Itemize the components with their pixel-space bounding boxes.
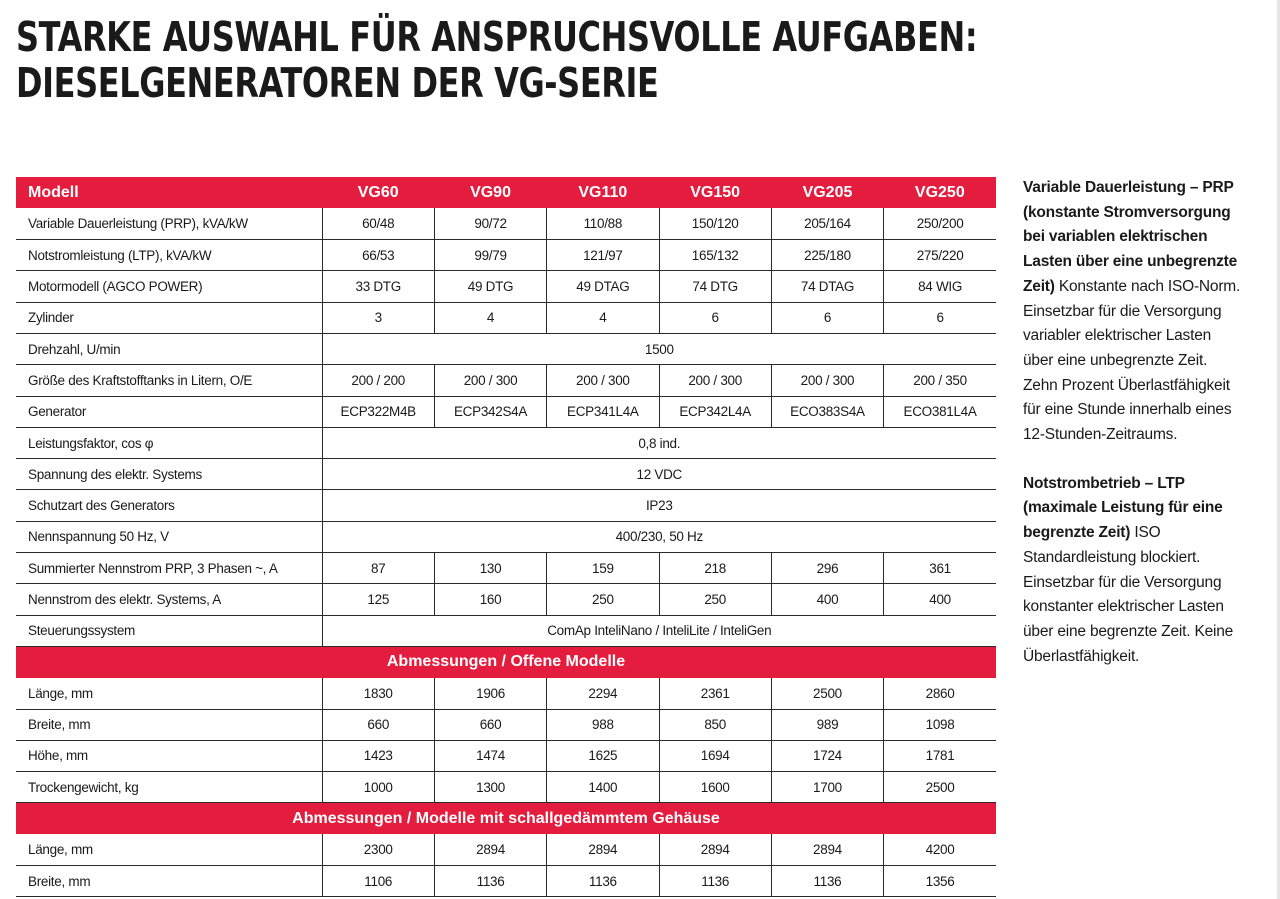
- row-value: 125: [322, 584, 434, 615]
- table-row: [16, 834, 996, 865]
- row-value: 2894: [547, 834, 659, 865]
- table-row: [16, 271, 996, 302]
- row-value: 4: [547, 302, 659, 333]
- row-label: Spannung des elektr. Systems: [16, 459, 322, 490]
- row-value: 2894: [659, 834, 771, 865]
- row-value: 1106: [322, 866, 434, 897]
- page-title-line-1: STARKE AUSWAHL FÜR ANSPRUCHSVOLLE AUFGABEN:: [16, 13, 978, 61]
- row-value: 1300: [434, 772, 546, 803]
- row-value: 160: [434, 584, 546, 615]
- row-value: 2894: [434, 834, 546, 865]
- row-value: 1830: [322, 678, 434, 709]
- row-value: 1136: [659, 866, 771, 897]
- header-model-label: Modell: [16, 177, 322, 208]
- row-value: 850: [659, 709, 771, 740]
- row-value: 1136: [771, 866, 883, 897]
- prp-heading: Variable Dauerleistung – PRP (konstante Stromversorgung bei variablen elektrischen Lasten über eine unbegrenzte Zeit): [1023, 179, 1238, 295]
- row-value: 1098: [884, 709, 996, 740]
- table-row: [16, 866, 996, 897]
- row-value: 1600: [659, 772, 771, 803]
- row-label: Generator: [16, 396, 322, 427]
- row-value: 200 / 350: [884, 365, 996, 396]
- row-value: 200 / 300: [659, 365, 771, 396]
- row-value: 60/48: [322, 208, 434, 239]
- row-label: Motormodell (AGCO POWER): [16, 271, 322, 302]
- row-label: Nennspannung 50 Hz, V: [16, 521, 322, 552]
- section-open-models: [16, 646, 996, 677]
- row-value: ECO381L4A: [884, 396, 996, 427]
- row-value: 2300: [322, 834, 434, 865]
- table-row: [16, 459, 996, 490]
- row-value-shared: 400/230, 50 Hz: [322, 521, 996, 552]
- row-value: 33 DTG: [322, 271, 434, 302]
- row-value: 989: [771, 709, 883, 740]
- rating-definitions: [1023, 176, 1243, 693]
- table-row: [16, 740, 996, 771]
- table-row: [16, 333, 996, 364]
- row-value: 84 WIG: [884, 271, 996, 302]
- row-value: ECP341L4A: [547, 396, 659, 427]
- row-label: Zylinder: [16, 302, 322, 333]
- row-value: 6: [884, 302, 996, 333]
- row-value: 2500: [771, 678, 883, 709]
- table-row: [16, 772, 996, 803]
- row-value: 400: [771, 584, 883, 615]
- row-value: 200 / 300: [771, 365, 883, 396]
- page-title-line-2: DIESELGENERATOREN DER VG-SERIE: [16, 59, 659, 107]
- row-value: 988: [547, 709, 659, 740]
- row-value: 2894: [771, 834, 883, 865]
- row-value: 200 / 300: [547, 365, 659, 396]
- row-value: 110/88: [547, 208, 659, 239]
- header-model: VG110: [547, 177, 659, 208]
- row-value: 159: [547, 553, 659, 584]
- row-value: ECO383S4A: [771, 396, 883, 427]
- row-value: 99/79: [434, 240, 546, 271]
- row-value-shared: 1500: [322, 333, 996, 364]
- table-row: [16, 396, 996, 427]
- row-value: 1724: [771, 740, 883, 771]
- prp-text: Konstante nach ISO-Norm. Einsetzbar für die Versorgung variabler elektrischer Lasten über eine unbegrenzte Zeit. Zehn Prozent Überlastfähigkeit für eine Stunde innerhalb eines 12-Stunden-Zeitraums.: [1023, 277, 1241, 444]
- row-value: 121/97: [547, 240, 659, 271]
- row-value: 1136: [547, 866, 659, 897]
- table-row: [16, 365, 996, 396]
- row-value: 1625: [547, 740, 659, 771]
- row-value: ECP342S4A: [434, 396, 546, 427]
- row-value: 400: [884, 584, 996, 615]
- row-value-shared: ComAp InteliNano / InteliLite / InteliGen: [322, 615, 996, 646]
- row-label: Höhe, mm: [16, 740, 322, 771]
- row-value: 1781: [884, 740, 996, 771]
- prp-definition: [1023, 176, 1243, 448]
- page-title: [16, 14, 977, 106]
- header-model: VG250: [884, 177, 996, 208]
- row-value: 275/220: [884, 240, 996, 271]
- row-value: 6: [771, 302, 883, 333]
- row-label: Trockengewicht, kg: [16, 772, 322, 803]
- row-label: Steuerungssystem: [16, 615, 322, 646]
- row-value: 361: [884, 553, 996, 584]
- row-value: 2294: [547, 678, 659, 709]
- ltp-text: ISO Standardleistung blockiert. Einsetzbar für die Versorgung konstanter elektrischer Lasten über eine begrenzte Zeit. Keine Überlastfähigkeit.: [1023, 524, 1234, 665]
- row-value: 205/164: [771, 208, 883, 239]
- table-row: [16, 490, 996, 521]
- table-row: [16, 240, 996, 271]
- row-value: 218: [659, 553, 771, 584]
- row-value: 2361: [659, 678, 771, 709]
- table-row: [16, 709, 996, 740]
- row-value: 1700: [771, 772, 883, 803]
- row-value: 250: [659, 584, 771, 615]
- section-open-models-title: Abmessungen / Offene Modelle: [16, 646, 996, 677]
- row-value: 1474: [434, 740, 546, 771]
- table-row: [16, 302, 996, 333]
- row-value: 3: [322, 302, 434, 333]
- row-value: 660: [322, 709, 434, 740]
- row-value: 1694: [659, 740, 771, 771]
- header-model: VG205: [771, 177, 883, 208]
- row-value: ECP322M4B: [322, 396, 434, 427]
- row-value: 200 / 300: [434, 365, 546, 396]
- row-value: 87: [322, 553, 434, 584]
- row-value: 90/72: [434, 208, 546, 239]
- row-label: Summierter Nennstrom PRP, 3 Phasen ~, A: [16, 553, 322, 584]
- row-label: Größe des Kraftstofftanks in Litern, O/E: [16, 365, 322, 396]
- section-silent-models: [16, 803, 996, 834]
- row-value: 130: [434, 553, 546, 584]
- row-value: 1423: [322, 740, 434, 771]
- row-label: Leistungsfaktor, cos φ: [16, 427, 322, 458]
- header-model: VG90: [434, 177, 546, 208]
- row-value: 49 DTAG: [547, 271, 659, 302]
- table-row: [16, 208, 996, 239]
- row-value-shared: 0,8 ind.: [322, 427, 996, 458]
- row-label: Drehzahl, U/min: [16, 333, 322, 364]
- row-value: 66/53: [322, 240, 434, 271]
- table-row: [16, 521, 996, 552]
- row-value-shared: 12 VDC: [322, 459, 996, 490]
- row-value: 49 DTG: [434, 271, 546, 302]
- table-row: [16, 678, 996, 709]
- row-label: Notstromleistung (LTP), kVA/kW: [16, 240, 322, 271]
- ltp-definition: [1023, 472, 1243, 670]
- row-label: Breite, mm: [16, 866, 322, 897]
- table-row: [16, 584, 996, 615]
- table-row: [16, 615, 996, 646]
- row-value: 1906: [434, 678, 546, 709]
- row-label: Variable Dauerleistung (PRP), kVA/kW: [16, 208, 322, 239]
- row-value: 4: [434, 302, 546, 333]
- row-value: 1400: [547, 772, 659, 803]
- row-value: 250: [547, 584, 659, 615]
- row-value: 1136: [434, 866, 546, 897]
- row-value: 6: [659, 302, 771, 333]
- table-header-row: [16, 177, 996, 208]
- ltp-heading: Notstrombetrieb – LTP (maximale Leistung für eine begrenzte Zeit): [1023, 474, 1223, 542]
- header-model: VG150: [659, 177, 771, 208]
- row-value: 74 DTAG: [771, 271, 883, 302]
- row-value-shared: IP23: [322, 490, 996, 521]
- row-value: 225/180: [771, 240, 883, 271]
- row-label: Schutzart des Generators: [16, 490, 322, 521]
- table-row: [16, 553, 996, 584]
- section-silent-models-title: Abmessungen / Modelle mit schallgedämmtem Gehäuse: [16, 803, 996, 834]
- row-label: Länge, mm: [16, 834, 322, 865]
- spec-table: [16, 177, 996, 897]
- table-body: [16, 208, 996, 897]
- row-label: Länge, mm: [16, 678, 322, 709]
- row-value: 2500: [884, 772, 996, 803]
- row-value: 660: [434, 709, 546, 740]
- row-value: 2860: [884, 678, 996, 709]
- row-label: Breite, mm: [16, 709, 322, 740]
- row-value: ECP342L4A: [659, 396, 771, 427]
- row-value: 1000: [322, 772, 434, 803]
- row-value: 4200: [884, 834, 996, 865]
- table-row: [16, 427, 996, 458]
- row-label: Nennstrom des elektr. Systems, A: [16, 584, 322, 615]
- row-value: 165/132: [659, 240, 771, 271]
- row-value: 296: [771, 553, 883, 584]
- row-value: 74 DTG: [659, 271, 771, 302]
- header-model: VG60: [322, 177, 434, 208]
- row-value: 250/200: [884, 208, 996, 239]
- row-value: 200 / 200: [322, 365, 434, 396]
- row-value: 1356: [884, 866, 996, 897]
- row-value: 150/120: [659, 208, 771, 239]
